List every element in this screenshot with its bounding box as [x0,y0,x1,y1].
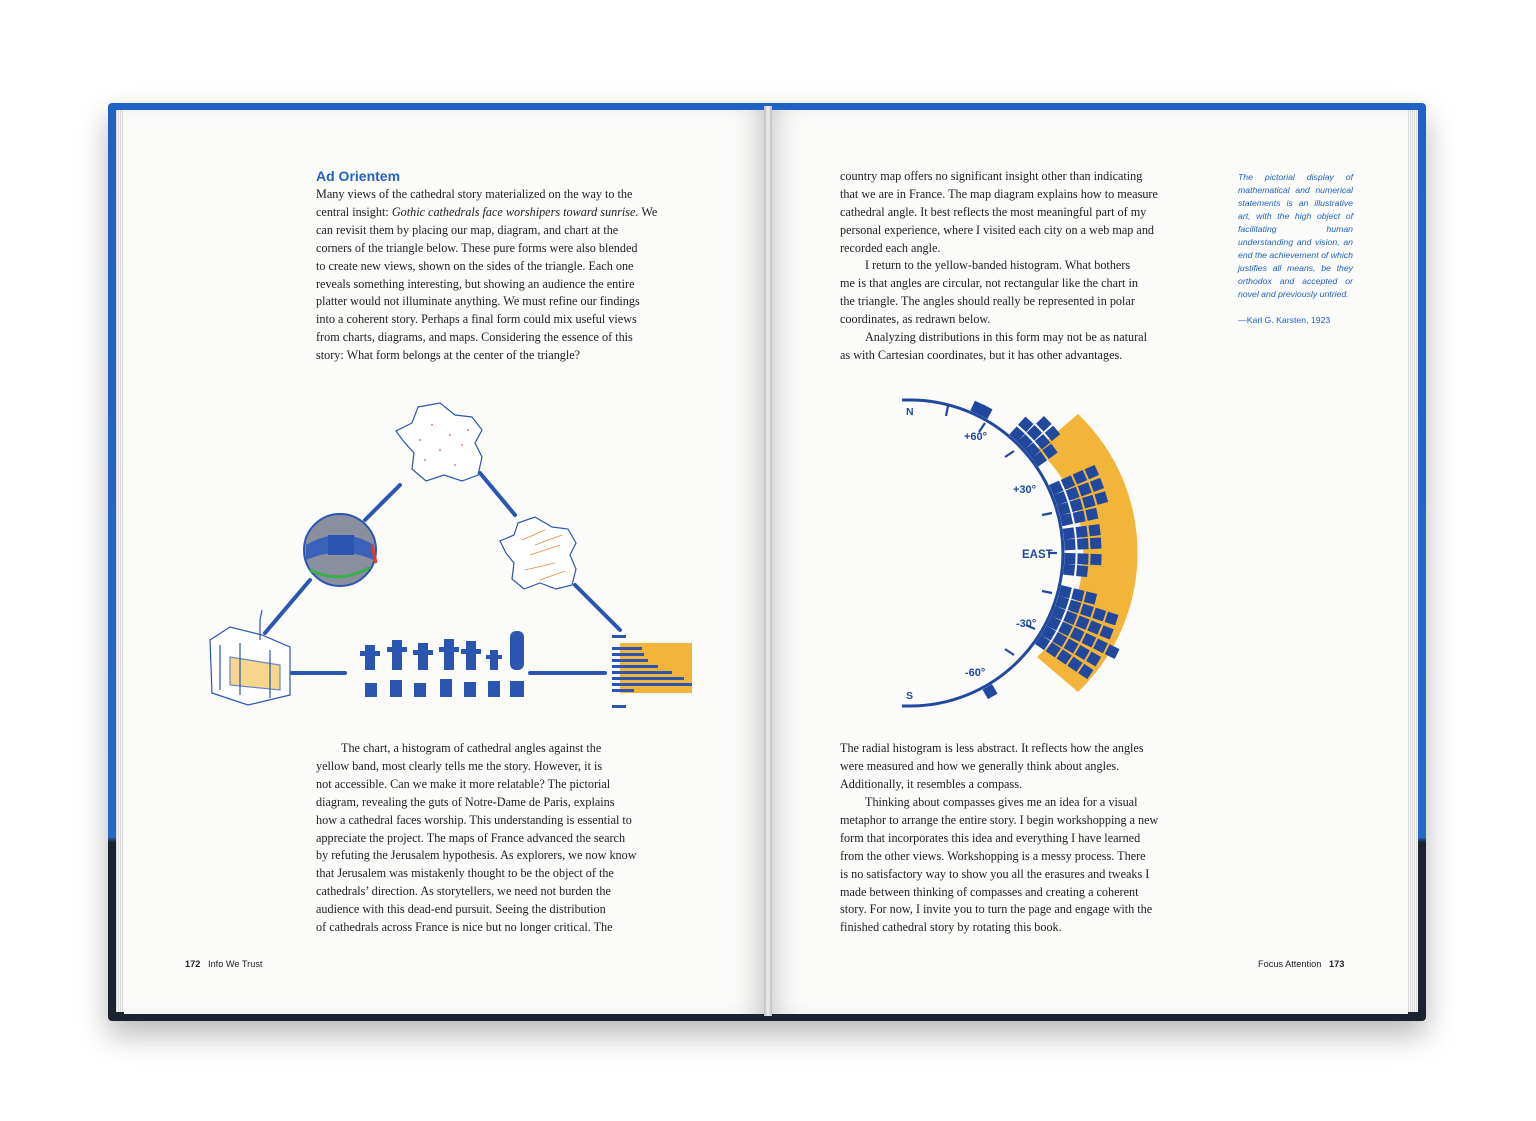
page-number-left: 172 [185,959,201,969]
minus30-label: -30° [1016,618,1037,630]
right-page-edges [1408,110,1418,1012]
triangle-edge [365,485,400,520]
running-title-left: Info We Trust [208,959,263,969]
intro-line-2-end: We [638,204,658,219]
right-paragraph-1: country map offers no significant insight other than indicating that we are in France. The map diagram explains how to measure cathedral angle. It best reflects the most meaningful part of my personal experience, where I visited each city on a web map and recorded each angle. [840,169,1158,255]
right-paragraph-5: Thinking about compasses gives me an idea for a visual metaphor to arrange the entire story. I begin workshopping a new form that incorporates this idea and everything I have learned from the other views. Workshopping is a messy process. There is no satisfactory way to show you all the erasures and tweaks I made between thinking of compasses and creating a coherent story. For now, I invite you to turn the page and engage with the finished cathedral story by rotating this book. [840,795,1159,935]
right-paragraph-3: Analyzing distributions in this form may not be as natural as with Cartesian coordinates, but it has other advantages. [840,330,1147,362]
yellow-band-histogram-icon [612,635,692,708]
histogram-mark [1090,538,1102,550]
intro-line-1: Many views of the cathedral story materialized on the way to the [316,187,633,201]
france-map-right-icon [500,517,576,589]
minus60-label: -60° [965,667,986,679]
central-insight-italic: Gothic cathedrals face worshipers toward sunrise. [391,204,639,219]
histogram-mark [1085,508,1098,521]
views-triangle-illustration [200,395,710,715]
triangle-edge [265,580,310,633]
histogram-mark [1063,527,1075,539]
intro-paragraph [316,186,706,365]
histogram-mark [1076,526,1088,538]
left-folio [185,959,262,969]
cathedral-plans-icon [360,631,524,670]
histogram-mark [1077,553,1088,564]
histogram-mark [1073,510,1086,523]
radial-histogram [880,385,1180,720]
north-label: N [906,406,914,418]
histogram-mark [1064,553,1075,564]
cathedral-facades-icon [365,679,524,697]
left-paragraph-2-text: The chart, a histogram of cathedral angles against the yellow band, most clearly tells me the story. However, it is not accessible. Can we make it more relatable? The pictorial diagram, revealing the guts of Notre-Dame de Paris, explains how a cathedral faces worship. This understanding is essential to appreciate the project. The maps of France advanced the search by refuting the Jerusalem hypothesis. As explorers, we now know that Jerusalem was mistakenly thought to be the object of the cathedrals’ direction. As storytellers, we need not burden the audience with this dead-end pursuit. Seeing the distribution of cathedrals across France is nice but no longer critical. The [316,741,637,935]
plus30-label: +30° [1013,484,1037,496]
sidenote-attribution: —Karl G. Karsten, 1923 [1238,315,1331,325]
section-heading: Ad Orientem [316,168,401,184]
right-paragraph-4: The radial histogram is less abstract. It reflects how the angles were measured and how we generally think about angles. Additionally, it resembles a compass. [840,741,1144,791]
globe-map-diagram-icon [304,514,376,586]
east-label: EAST [1022,549,1053,561]
histogram-mark [1077,538,1089,550]
histogram-mark [1088,524,1100,536]
book-gutter [764,106,772,1016]
france-map-top-icon [396,403,482,481]
histogram-mark [1064,539,1076,551]
plus60-label: +60° [964,431,988,443]
histogram-mark [1076,565,1088,577]
cathedral-cutaway-icon [210,610,290,705]
intro-line-2: central insight: [316,204,392,219]
histogram-mark [1063,564,1075,576]
sidenote-quote: The pictorial display of mathematical and numerical statements is an illustrative art, with the high object of facilitating human understanding and vision, an end the achievement of which justifies all means, be they orthodox and accepted or novel and previously untried. [1238,172,1353,299]
intro-rest: can revisit them by placing our map, diagram, and chart at the corners of the triangle below. These pure forms were also blended to create new views, shown on the sides of the triangle. Each one reveals something interesting, but showing an audience the entire platter would not illuminate anything. We must refine our findings into a coherent story. Perhaps a final form could mix useful views from charts, diagrams, and maps. Considering the essence of this story: What form belongs at the center of the triangle? [316,222,640,363]
page-number-right: 173 [1329,959,1345,969]
right-folio [1258,959,1344,969]
histogram-mark [1060,513,1073,526]
running-title-right: Focus Attention [1258,959,1322,969]
histogram-mark [1090,554,1101,565]
left-paragraph-2 [316,740,706,937]
triangle-edge [575,585,620,630]
right-paragraph-2: I return to the yellow-banded histogram. What bothers me is that angles are circular, not rectangular like the chart in the triangle. The angles should really be represented in polar coordinates, as redrawn below. [840,258,1138,326]
south-label: S [906,690,914,702]
triangle-edge [480,473,515,515]
